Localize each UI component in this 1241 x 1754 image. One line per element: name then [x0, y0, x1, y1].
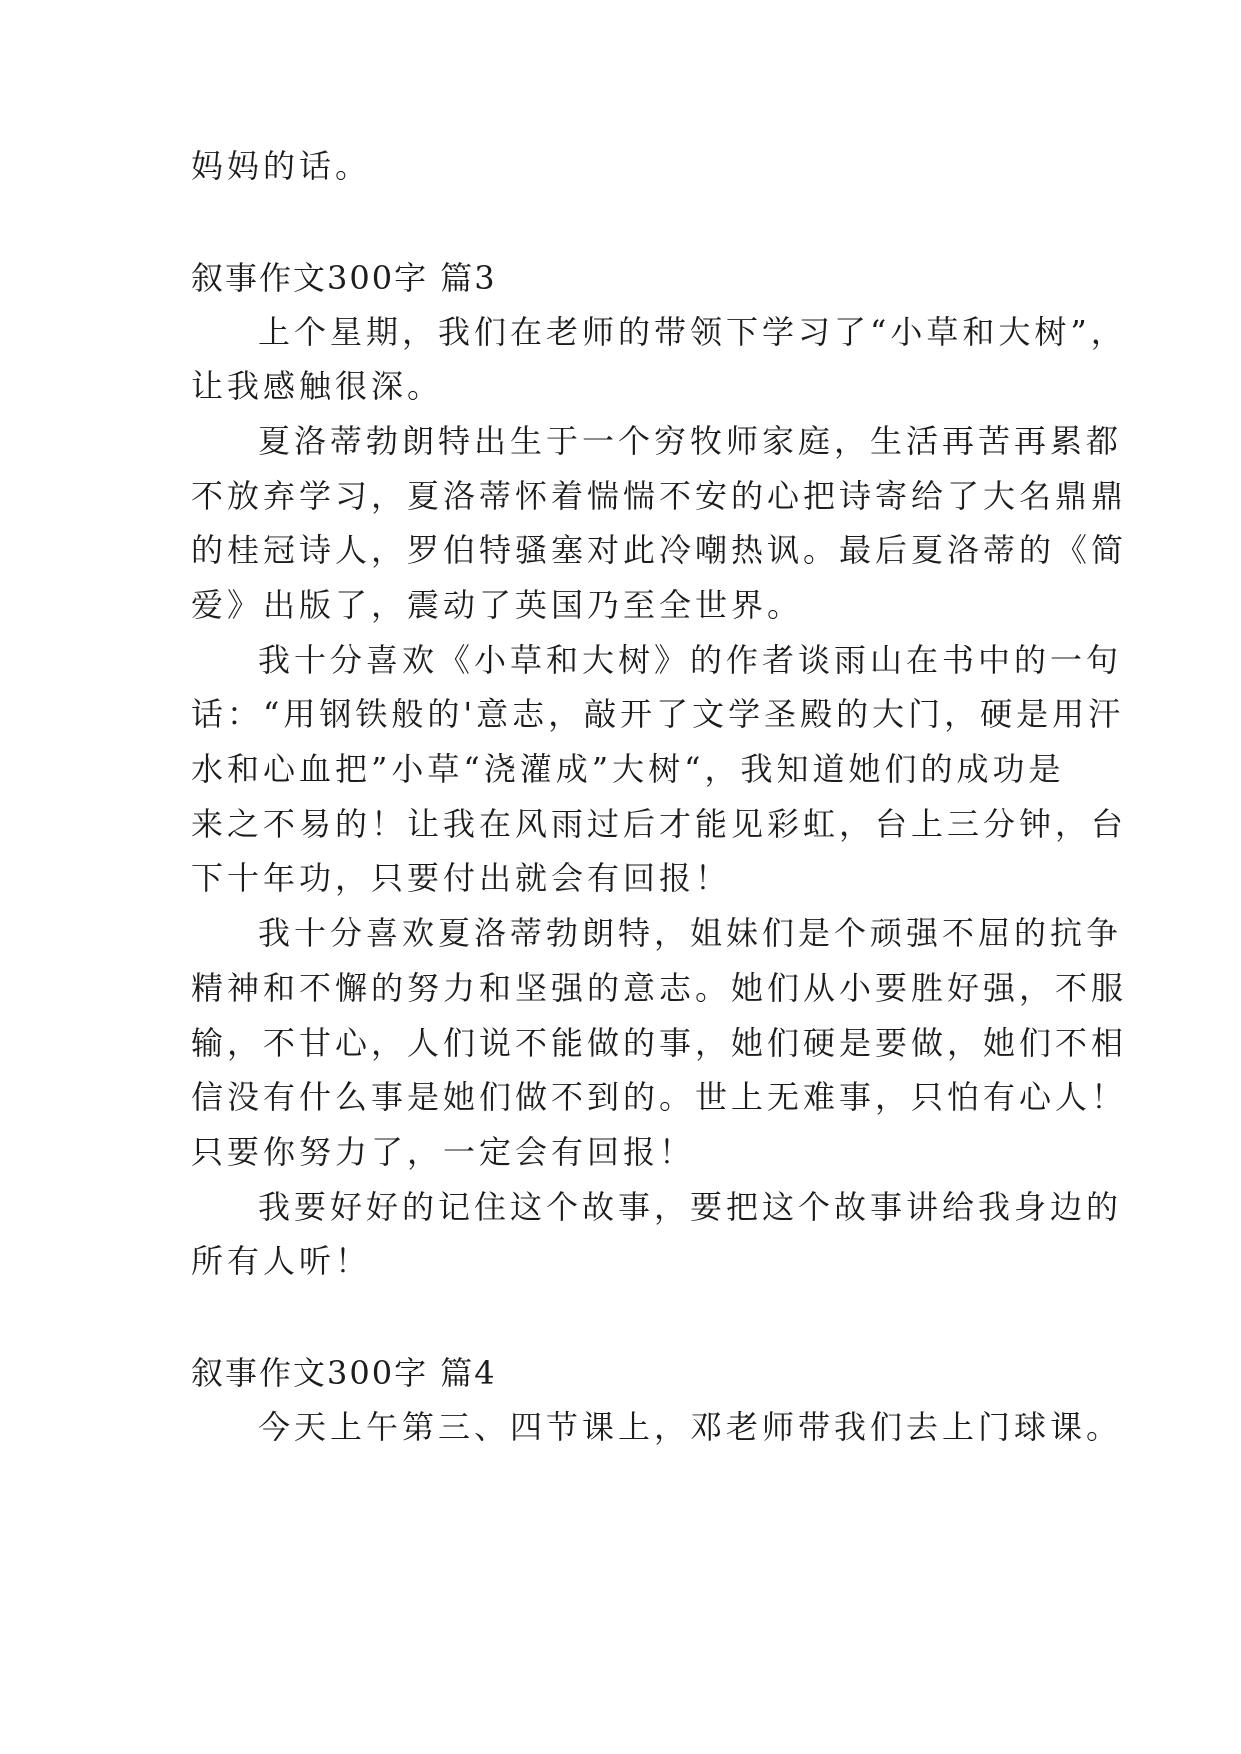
section-title-4: 叙事作文300字 篇4 [191, 1354, 497, 1392]
paragraph-line: 今天上午第三、四节课上，邓老师带我们去上门球课。 [258, 1408, 1123, 1446]
paragraph-line: 输，不甘心，人们说不能做的事，她们硬是要做，她们不相 [191, 1024, 1128, 1062]
paragraph-line: 我十分喜欢夏洛蒂勃朗特，姐妹们是个顽强不屈的抗争 [258, 914, 1123, 952]
paragraph-line: 不放弃学习，夏洛蒂怀着惴惴不安的心把诗寄给了大名鼎鼎 [191, 477, 1128, 515]
paragraph-line: 上个星期，我们在老师的带领下学习了“小草和大树”， [258, 313, 1127, 351]
intro-line: 妈妈的话。 [191, 147, 372, 185]
paragraph-line: 水和心血把”小草“浇灌成”大树“，我知道她们的成功是 [191, 750, 1065, 788]
paragraph-line: 所有人听！ [191, 1242, 372, 1280]
paragraph-line: 精神和不懈的努力和坚强的意志。她们从小要胜好强，不服 [191, 969, 1128, 1007]
paragraph-line: 爱》出版了，震动了英国乃至全世界。 [191, 586, 804, 624]
section-title-3: 叙事作文300字 篇3 [191, 259, 497, 297]
paragraph-line: 下十年功，只要付出就会有回报！ [191, 859, 732, 897]
paragraph-line: 话：“用钢铁般的'意志，敲开了文学圣殿的大门，硬是用汗 [191, 695, 1125, 733]
paragraph-line: 只要你努力了，一定会有回报！ [191, 1133, 696, 1171]
paragraph-line: 让我感触很深。 [191, 367, 444, 405]
paragraph-line: 的桂冠诗人，罗伯特骚塞对此冷嘲热讽。最后夏洛蒂的《简 [191, 531, 1128, 569]
paragraph-line: 夏洛蒂勃朗特出生于一个穷牧师家庭，生活再苦再累都 [258, 422, 1123, 460]
paragraph-line: 信没有什么事是她们做不到的。世上无难事，只怕有心人！ [191, 1078, 1128, 1116]
paragraph-line: 我要好好的记住这个故事，要把这个故事讲给我身边的 [258, 1188, 1123, 1226]
paragraph-line: 我十分喜欢《小草和大树》的作者谈雨山在书中的一句 [258, 641, 1123, 679]
paragraph-line: 来之不易的！让我在风雨过后才能见彩虹，台上三分钟，台 [191, 805, 1128, 843]
